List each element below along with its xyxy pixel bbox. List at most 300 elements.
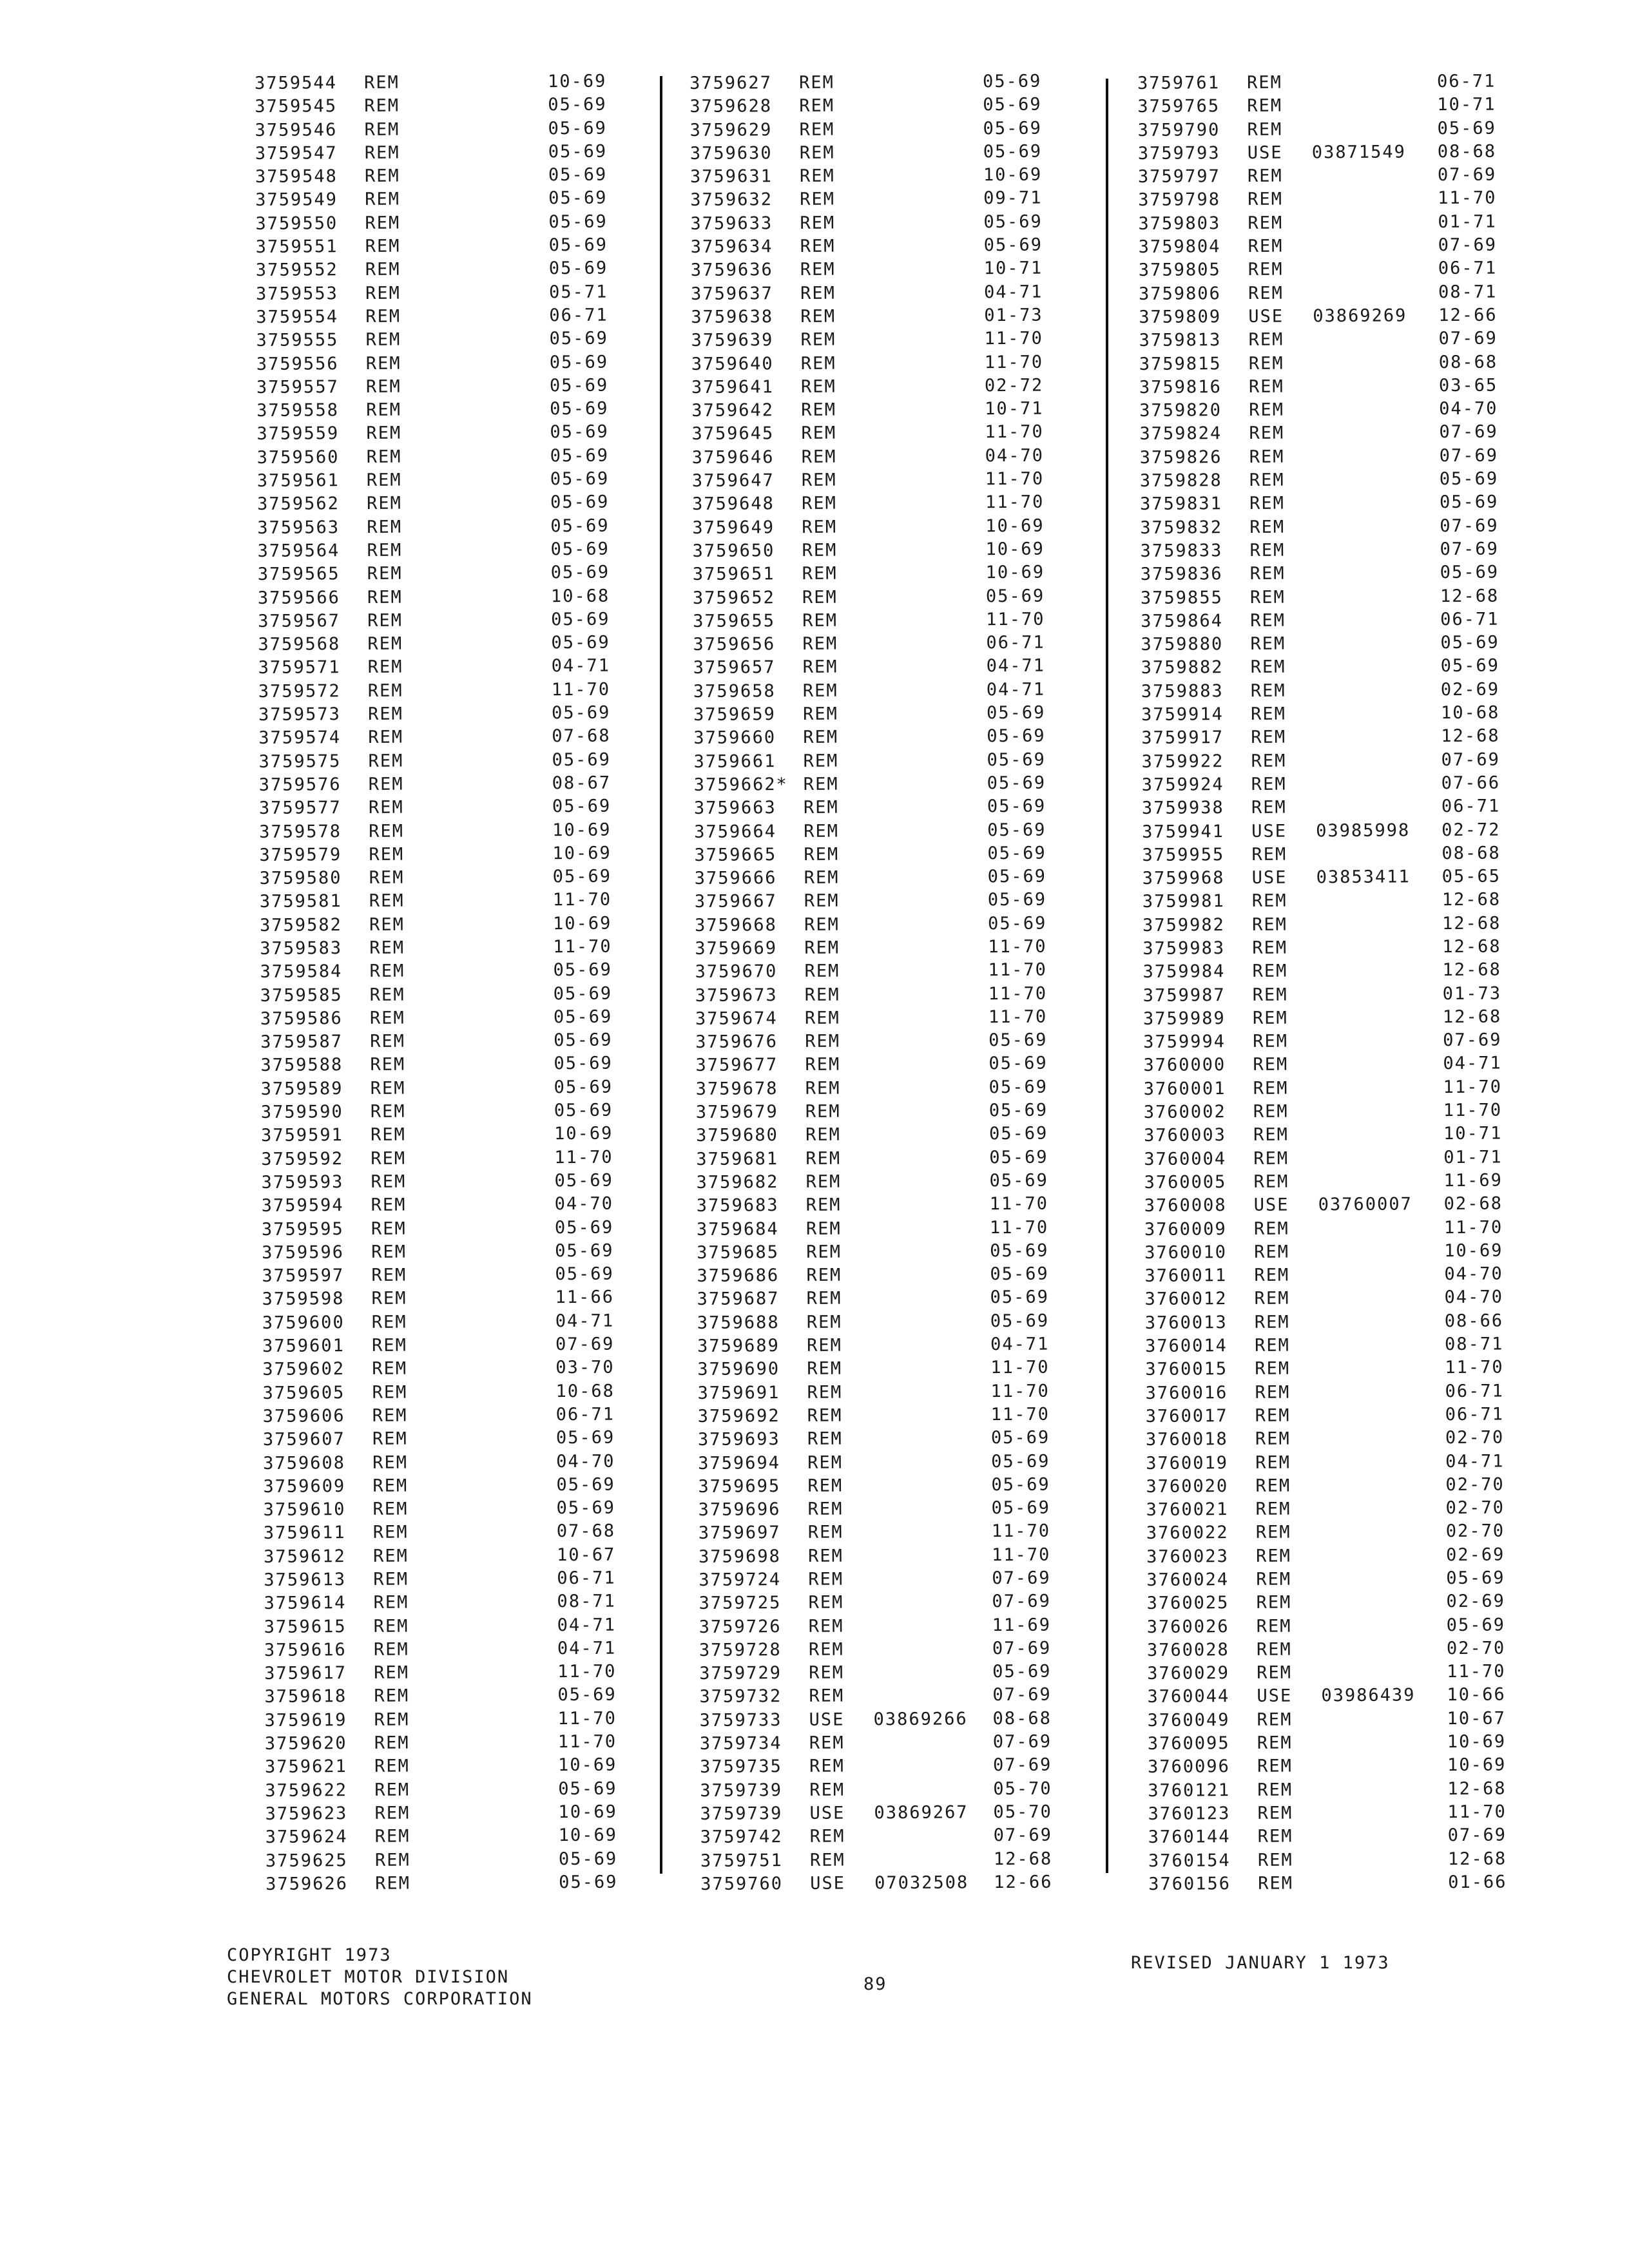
- status-code: REM: [365, 213, 401, 233]
- list-item: [255, 117, 615, 142]
- part-number: 3759608: [263, 1452, 346, 1474]
- part-number: 3759815: [1139, 353, 1222, 374]
- list-item: [1148, 1824, 1535, 1850]
- part-number: 3760011: [1144, 1265, 1228, 1287]
- part-number: 3759551: [255, 236, 338, 258]
- status-code: REM: [1252, 937, 1288, 958]
- list-item: [696, 1146, 1057, 1171]
- list-item: [263, 1403, 624, 1428]
- list-item: [256, 234, 617, 260]
- part-number: 3759607: [262, 1429, 345, 1450]
- status-code: REM: [370, 1031, 406, 1052]
- status-code: REM: [366, 399, 402, 421]
- part-number: 3759633: [690, 213, 773, 234]
- part-number: 3759652: [692, 587, 775, 608]
- date-code: 11-70: [554, 1147, 613, 1168]
- page-number: 89: [863, 1974, 887, 1994]
- date-code: 10-69: [985, 562, 1045, 583]
- part-number: 3759657: [693, 657, 776, 678]
- date-code: 12-68: [1441, 889, 1501, 910]
- revision-date: REVISED JANUARY 1 1973: [1131, 1953, 1390, 1973]
- list-item: [258, 655, 619, 680]
- status-code: REM: [1248, 236, 1284, 257]
- date-code: 05-69: [550, 562, 610, 583]
- status-code: REM: [1249, 447, 1285, 467]
- status-code: REM: [803, 727, 839, 748]
- list-item: [1148, 1870, 1535, 1896]
- date-code: 05-69: [559, 1872, 618, 1893]
- date-code: 04-71: [986, 656, 1046, 677]
- status-code: REM: [1249, 423, 1285, 444]
- list-item: [1143, 982, 1530, 1008]
- status-code: REM: [371, 1312, 407, 1332]
- list-item: [263, 1450, 624, 1475]
- date-code: 12-68: [1440, 586, 1499, 606]
- date-code: 05-69: [987, 890, 1047, 910]
- date-code: 05-69: [549, 352, 609, 372]
- list-item: [697, 1309, 1058, 1335]
- list-item: [690, 210, 1051, 236]
- part-number: 3759631: [689, 166, 773, 187]
- status-code: REM: [1248, 189, 1284, 210]
- list-item: [693, 584, 1054, 610]
- status-code: REM: [365, 329, 401, 351]
- status-code: REM: [1251, 751, 1287, 771]
- list-item: [696, 1075, 1057, 1101]
- list-item: [692, 538, 1053, 564]
- status-code: USE: [1247, 142, 1283, 163]
- date-code: 02-69: [1446, 1591, 1505, 1612]
- status-code: REM: [805, 1124, 841, 1146]
- part-number: 3759805: [1138, 260, 1221, 281]
- date-code: 10-71: [1437, 94, 1496, 115]
- list-item: [262, 1379, 623, 1405]
- list-item: [257, 491, 618, 517]
- list-item: [699, 1590, 1059, 1616]
- status-code: REM: [372, 1522, 409, 1543]
- list-item: [260, 1052, 621, 1078]
- status-code: REM: [1248, 259, 1284, 280]
- list-item: [264, 1520, 624, 1546]
- date-code: 10-69: [1447, 1731, 1507, 1753]
- status-code: REM: [373, 1616, 409, 1637]
- part-number: 3759797: [1137, 166, 1220, 187]
- part-number: 3759694: [698, 1452, 781, 1474]
- list-item: [1141, 748, 1528, 774]
- status-code: REM: [370, 1078, 406, 1099]
- list-item: [1139, 280, 1525, 306]
- date-code: 02-69: [1440, 679, 1500, 700]
- status-code: REM: [369, 985, 405, 1005]
- status-code: REM: [1249, 470, 1285, 490]
- status-code: REM: [807, 1475, 843, 1496]
- list-item: [692, 444, 1053, 470]
- list-item: [1146, 1496, 1533, 1522]
- date-code: 10-69: [548, 71, 607, 92]
- status-code: USE: [810, 1873, 846, 1894]
- list-item: [1146, 1473, 1532, 1499]
- part-number: 3760002: [1143, 1102, 1226, 1123]
- replacement-part: 03760007: [1318, 1194, 1412, 1215]
- part-number: 3759581: [259, 891, 342, 912]
- part-number: 3759678: [695, 1078, 778, 1099]
- part-number: 3759732: [699, 1686, 782, 1707]
- replacement-part: 03986439: [1321, 1685, 1416, 1706]
- part-number: 3759554: [256, 307, 339, 327]
- date-code: 05-69: [550, 492, 610, 513]
- date-code: 05-69: [987, 913, 1047, 934]
- status-code: REM: [374, 1662, 410, 1684]
- list-item: [256, 327, 617, 353]
- date-code: 12-68: [993, 1849, 1053, 1869]
- list-item: [257, 538, 618, 564]
- date-code: 11-70: [553, 936, 612, 957]
- part-number: 3759609: [263, 1475, 346, 1497]
- part-number: 3760018: [1145, 1429, 1228, 1450]
- list-item: [695, 982, 1056, 1008]
- status-code: REM: [364, 119, 400, 140]
- date-code: 12-68: [1442, 936, 1501, 957]
- replacement-part: 03853411: [1316, 867, 1411, 888]
- date-code: 10-69: [1444, 1240, 1503, 1261]
- list-item: [255, 93, 615, 119]
- date-code: 11-70: [551, 679, 611, 700]
- date-code: 04-71: [983, 282, 1043, 302]
- part-number: 3759626: [265, 1874, 349, 1894]
- part-number: 3759666: [694, 868, 777, 889]
- parts-column-1: [255, 70, 626, 1897]
- date-code: 05-69: [554, 1100, 613, 1121]
- date-code: 01-66: [1448, 1872, 1507, 1892]
- status-code: REM: [1257, 1803, 1293, 1823]
- part-number: 3760025: [1146, 1593, 1229, 1614]
- date-code: 10-69: [552, 843, 612, 863]
- status-code: REM: [1255, 1499, 1291, 1520]
- list-item: [698, 1450, 1059, 1475]
- list-item: [699, 1613, 1060, 1639]
- status-code: REM: [371, 1289, 407, 1309]
- date-code: 11-70: [1438, 188, 1497, 209]
- date-code: 05-69: [1440, 656, 1500, 677]
- part-number: 3759761: [1137, 73, 1220, 93]
- date-code: 10-68: [555, 1381, 615, 1401]
- date-code: 02-69: [1445, 1544, 1505, 1565]
- date-code: 05-69: [987, 796, 1046, 817]
- list-item: [691, 398, 1052, 423]
- part-number: 3759659: [693, 704, 776, 725]
- status-code: REM: [800, 213, 836, 233]
- list-item: [261, 1099, 622, 1125]
- date-code: 10-69: [557, 1754, 617, 1776]
- part-number: 3759690: [697, 1359, 780, 1380]
- list-item: [696, 1169, 1057, 1195]
- list-item: [699, 1497, 1059, 1523]
- list-item: [1140, 467, 1527, 493]
- part-number: 3760004: [1144, 1148, 1227, 1169]
- part-number: 3759650: [692, 541, 775, 561]
- part-number: 3759625: [265, 1850, 348, 1871]
- part-number: 3759855: [1140, 587, 1223, 608]
- list-item: [265, 1754, 626, 1780]
- date-code: 05-69: [549, 375, 609, 396]
- date-code: 06-71: [549, 305, 608, 326]
- status-code: REM: [802, 610, 838, 631]
- date-code: 05-69: [554, 1053, 613, 1074]
- date-code: 05-69: [983, 71, 1042, 92]
- status-code: REM: [807, 1358, 843, 1379]
- date-code: 10-67: [556, 1544, 616, 1565]
- list-item: [1146, 1590, 1533, 1616]
- list-item: [1144, 1239, 1531, 1265]
- list-item: [262, 1286, 623, 1312]
- date-code: 04-71: [557, 1638, 617, 1659]
- list-item: [698, 1473, 1059, 1499]
- status-code: REM: [1249, 399, 1285, 421]
- status-code: REM: [369, 867, 405, 889]
- list-item: [1138, 140, 1525, 166]
- status-code: USE: [1257, 1686, 1293, 1707]
- part-number: 3760010: [1144, 1242, 1228, 1263]
- status-code: REM: [1251, 890, 1287, 912]
- part-number: 3759917: [1141, 727, 1224, 749]
- list-item: [698, 1427, 1059, 1452]
- list-item: [262, 1356, 623, 1382]
- part-number: 3759583: [260, 938, 343, 959]
- list-item: [691, 374, 1052, 399]
- part-number: 3759559: [256, 423, 340, 445]
- date-code: 05-69: [1446, 1568, 1505, 1589]
- list-item: [1142, 818, 1528, 844]
- part-number: 3759591: [260, 1125, 343, 1146]
- date-code: 11-70: [988, 983, 1048, 1004]
- part-number: 3759574: [258, 727, 342, 749]
- date-code: 11-66: [555, 1287, 615, 1308]
- list-item: [1145, 1286, 1532, 1312]
- part-number: 3759601: [262, 1336, 345, 1356]
- part-number: 3759880: [1141, 634, 1224, 655]
- part-number: 3759619: [264, 1709, 347, 1731]
- status-code: REM: [374, 1733, 410, 1753]
- status-code: REM: [1249, 540, 1286, 561]
- status-code: REM: [807, 1499, 843, 1520]
- list-item: [694, 795, 1055, 821]
- status-code: REM: [807, 1428, 843, 1450]
- status-code: REM: [1257, 1756, 1293, 1777]
- copyright-block: [227, 1945, 533, 2010]
- part-number: 3759941: [1142, 821, 1225, 842]
- list-item: [692, 514, 1053, 540]
- list-item: [258, 748, 619, 774]
- list-item: [690, 164, 1051, 189]
- list-item: [693, 678, 1054, 704]
- replacement-part: 03869267: [874, 1802, 969, 1823]
- list-item: [262, 1193, 622, 1218]
- part-number: 3759826: [1139, 447, 1222, 468]
- status-code: USE: [1251, 821, 1287, 841]
- part-number: 3759914: [1141, 704, 1224, 725]
- date-code: 10-69: [552, 913, 612, 934]
- date-code: 05-69: [550, 468, 610, 490]
- list-item: [1144, 1216, 1531, 1242]
- date-code: 05-69: [987, 726, 1046, 747]
- date-code: 02-70: [1445, 1521, 1505, 1542]
- list-item: [265, 1824, 626, 1850]
- date-code: 02-70: [1446, 1638, 1506, 1659]
- part-number: 3759742: [700, 1827, 783, 1848]
- status-code: REM: [802, 704, 838, 724]
- status-code: REM: [373, 1639, 409, 1660]
- date-code: 05-69: [990, 1427, 1050, 1448]
- list-item: [1145, 1332, 1532, 1358]
- status-code: REM: [1254, 1312, 1290, 1332]
- date-code: 05-69: [552, 866, 612, 887]
- date-code: 05-69: [988, 1100, 1048, 1121]
- status-code: REM: [368, 727, 404, 748]
- status-code: REM: [800, 189, 836, 210]
- date-code: 07-69: [992, 1591, 1051, 1612]
- date-code: 11-70: [557, 1661, 617, 1682]
- date-code: 05-69: [554, 1217, 614, 1238]
- list-item: [696, 1122, 1057, 1148]
- status-code: REM: [367, 610, 403, 631]
- part-number: 3759698: [698, 1546, 781, 1567]
- date-code: 05-69: [550, 445, 610, 466]
- status-code: REM: [1250, 704, 1286, 724]
- date-code: 05-69: [558, 1849, 618, 1869]
- list-item: [256, 257, 617, 283]
- part-number: 3759695: [698, 1475, 781, 1497]
- replacement-part: 03869269: [1313, 305, 1407, 327]
- status-code: REM: [800, 259, 836, 280]
- list-item: [256, 280, 617, 306]
- part-number: 3759984: [1142, 961, 1226, 983]
- part-number: 3759641: [691, 377, 774, 398]
- date-code: 05-69: [554, 1170, 613, 1191]
- list-item: [1141, 655, 1528, 680]
- status-code: REM: [367, 517, 403, 537]
- part-number: 3759679: [695, 1102, 778, 1123]
- part-number: 3760095: [1147, 1733, 1230, 1754]
- list-item: [264, 1637, 625, 1662]
- part-number: 3759564: [257, 541, 340, 561]
- list-item: [699, 1520, 1059, 1546]
- date-code: 10-68: [550, 586, 610, 606]
- part-number: 3760049: [1147, 1709, 1230, 1731]
- date-code: 02-68: [1443, 1193, 1503, 1215]
- date-code: 07-69: [992, 1568, 1051, 1589]
- list-item: [700, 1824, 1061, 1850]
- part-number: 3760001: [1143, 1078, 1226, 1099]
- status-code: REM: [1247, 95, 1283, 117]
- status-code: REM: [1255, 1358, 1291, 1379]
- date-code: 05-69: [553, 1006, 613, 1028]
- part-number: 3759620: [264, 1733, 347, 1754]
- status-code: REM: [800, 236, 836, 257]
- date-code: 05-69: [1440, 562, 1499, 583]
- part-number: 3759655: [693, 611, 776, 631]
- part-number: 3760023: [1146, 1546, 1229, 1567]
- status-code: REM: [803, 797, 839, 818]
- list-item: [700, 1870, 1061, 1896]
- status-code: REM: [805, 1195, 842, 1216]
- date-code: 07-66: [1441, 773, 1501, 794]
- list-item: [691, 421, 1052, 447]
- status-code: REM: [1247, 166, 1283, 187]
- status-code: REM: [808, 1569, 844, 1590]
- date-code: 12-68: [1447, 1849, 1507, 1869]
- part-number: 3759563: [257, 517, 340, 538]
- date-code: 07-69: [992, 1685, 1052, 1706]
- part-number: 3759586: [260, 1008, 343, 1029]
- date-code: 07-69: [1441, 749, 1500, 770]
- part-number: 3759589: [260, 1078, 343, 1099]
- part-number: 3759989: [1142, 1008, 1226, 1029]
- date-code: 11-70: [1447, 1661, 1506, 1682]
- date-code: 07-69: [992, 1731, 1052, 1753]
- part-number: 3759987: [1142, 985, 1226, 1006]
- status-code: REM: [1253, 1078, 1289, 1099]
- list-item: [1148, 1754, 1534, 1780]
- list-item: [1140, 444, 1527, 470]
- status-code: REM: [1249, 587, 1286, 608]
- date-code: 05-69: [551, 632, 610, 653]
- part-number: 3759630: [689, 143, 773, 164]
- status-code: REM: [374, 1686, 410, 1707]
- date-code: 08-68: [992, 1708, 1052, 1729]
- date-code: 07-69: [1440, 539, 1499, 560]
- part-number: 3759725: [699, 1593, 782, 1614]
- status-code: REM: [371, 1218, 407, 1239]
- list-item: [262, 1263, 622, 1289]
- part-number: 3759684: [696, 1218, 779, 1240]
- status-code: REM: [373, 1569, 409, 1590]
- part-number: 3759765: [1137, 96, 1220, 117]
- date-code: 10-68: [1440, 702, 1500, 724]
- date-code: 06-71: [1437, 71, 1496, 92]
- status-code: REM: [365, 236, 401, 257]
- date-code: 05-69: [550, 398, 609, 419]
- date-code: 08-66: [1444, 1311, 1504, 1331]
- part-number: 3759572: [258, 680, 341, 702]
- status-code: REM: [1256, 1592, 1292, 1613]
- date-code: 10-69: [552, 820, 612, 840]
- status-code: REM: [370, 1124, 406, 1146]
- status-code: REM: [1254, 1289, 1290, 1309]
- part-number: 3759697: [698, 1523, 781, 1544]
- list-item: [1146, 1427, 1532, 1452]
- status-code: REM: [366, 470, 402, 490]
- status-code: REM: [1248, 353, 1284, 374]
- status-code: REM: [1257, 1780, 1293, 1800]
- part-number: 3759673: [695, 985, 778, 1006]
- date-code: 05-69: [991, 1474, 1050, 1495]
- date-code: 11-70: [986, 609, 1045, 630]
- list-item: [256, 304, 617, 330]
- part-number: 3759645: [691, 423, 775, 445]
- date-code: 05-69: [987, 749, 1046, 770]
- status-code: REM: [1254, 1265, 1290, 1286]
- date-code: 05-69: [991, 1451, 1050, 1472]
- part-number: 3760005: [1144, 1172, 1227, 1193]
- status-code: REM: [364, 142, 400, 163]
- date-code: 11-70: [991, 1544, 1051, 1565]
- list-item: [1145, 1356, 1532, 1382]
- status-code: REM: [1250, 633, 1286, 655]
- status-code: REM: [1256, 1616, 1292, 1637]
- list-item: [262, 1216, 622, 1242]
- date-code: 05-71: [548, 282, 608, 302]
- part-number: 3760123: [1148, 1803, 1231, 1824]
